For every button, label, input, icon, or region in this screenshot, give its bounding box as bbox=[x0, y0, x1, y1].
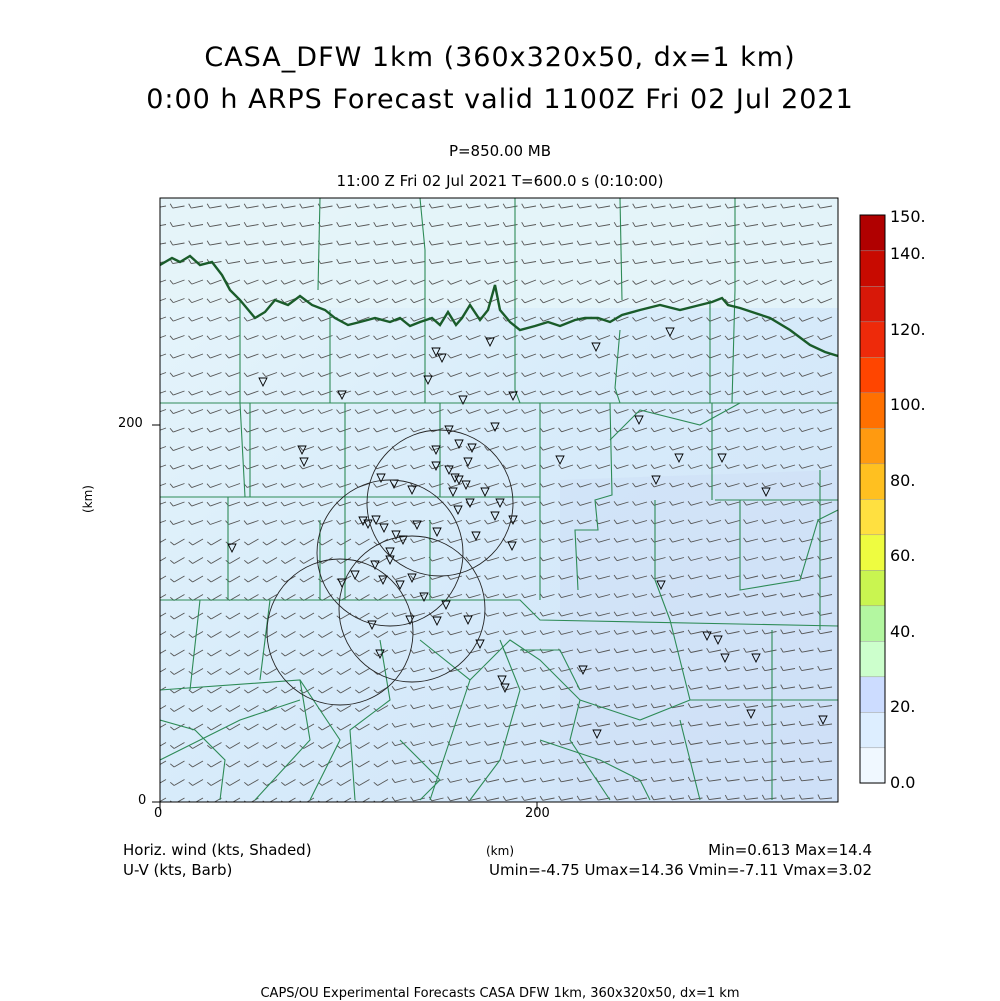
colorbar-segment bbox=[860, 641, 885, 677]
colorbar-segment bbox=[860, 712, 885, 748]
y-axis-label: (km) bbox=[81, 484, 96, 514]
colorbar-label: 20. bbox=[890, 697, 916, 716]
colorbar-segment bbox=[860, 428, 885, 464]
level-label: P=850.00 MB bbox=[448, 142, 552, 160]
colorbar-segment bbox=[860, 322, 885, 358]
colorbar-segment bbox=[860, 286, 885, 322]
colorbar-label: 0.0 bbox=[890, 773, 916, 792]
legend-field1: Horiz. wind (kts, Shaded) bbox=[123, 841, 312, 859]
colorbar-segment bbox=[860, 499, 885, 535]
colorbar-segment bbox=[860, 215, 885, 251]
colorbar-label: 140. bbox=[890, 244, 926, 263]
colorbar-segment bbox=[860, 606, 885, 642]
colorbar-label: 150. bbox=[890, 207, 926, 226]
colorbar-segment bbox=[860, 748, 885, 784]
y-tick-200: 200 bbox=[118, 416, 143, 431]
colorbar-label: 60. bbox=[890, 546, 916, 565]
colorbar-segment bbox=[860, 535, 885, 571]
legend-field2: U-V (kts, Barb) bbox=[123, 861, 233, 879]
plot-east-shade bbox=[560, 470, 838, 802]
footer-caption: CAPS/OU Experimental Forecasts CASA DFW 1km, 360x320x50, dx=1 km bbox=[260, 986, 740, 1001]
y-tick-0: 0 bbox=[138, 793, 147, 808]
title-line1: CASA_DFW 1km (360x320x50, dx=1 km) bbox=[204, 42, 796, 73]
colorbar-segment bbox=[860, 570, 885, 606]
colorbar-label: 120. bbox=[890, 320, 926, 339]
legend-stats2: Umin=-4.75 Umax=14.36 Vmin=-7.11 Vmax=3.02 bbox=[489, 861, 872, 879]
colorbar-label: 40. bbox=[890, 622, 916, 641]
x-tick-200: 200 bbox=[525, 806, 550, 821]
colorbar-segment bbox=[860, 464, 885, 500]
colorbar bbox=[860, 215, 885, 783]
colorbar-segment bbox=[860, 677, 885, 713]
colorbar-segment bbox=[860, 251, 885, 287]
colorbar-label: 100. bbox=[890, 395, 926, 414]
plot-upper-band bbox=[160, 198, 838, 308]
x-axis-label: (km) bbox=[486, 844, 515, 858]
colorbar-segment bbox=[860, 357, 885, 393]
x-tick-0: 0 bbox=[154, 806, 163, 821]
time-label: 11:00 Z Fri 02 Jul 2021 T=600.0 s (0:10:00) bbox=[336, 172, 664, 190]
legend-stats1: Min=0.613 Max=14.4 bbox=[708, 841, 872, 859]
title-line2: 0:00 h ARPS Forecast valid 1100Z Fri 02 Jul 2021 bbox=[146, 84, 854, 115]
colorbar-segment bbox=[860, 393, 885, 429]
colorbar-label: 80. bbox=[890, 471, 916, 490]
